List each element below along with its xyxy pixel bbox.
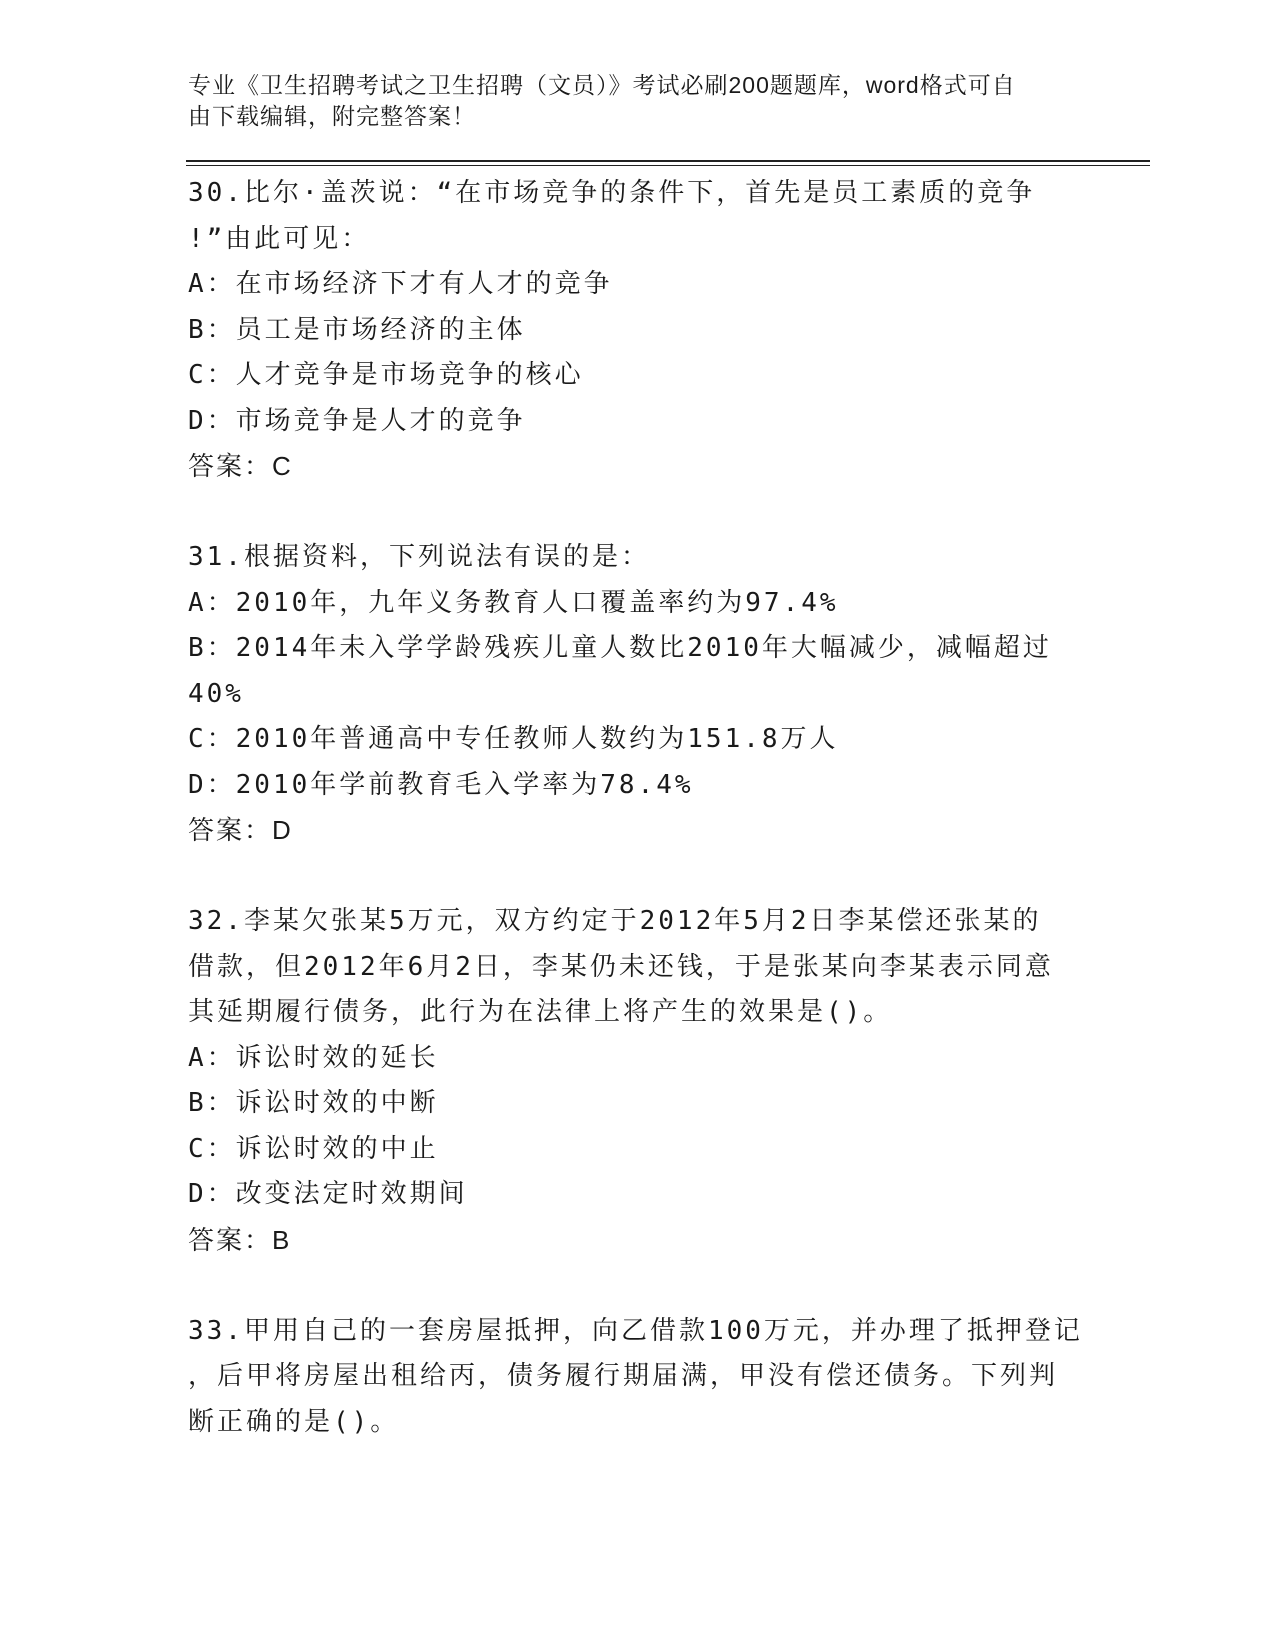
document-header-line-2: 由下载编辑，附完整答案！ [188,103,476,129]
question-30 [188,171,1148,490]
question-stem-line: 30.比尔·盖茨说：“在市场竞争的条件下，首先是员工素质的竞争 [188,178,1036,208]
question-stem-line: 借款，但2012年6月2日，李某仍未还钱，于是张某向李某表示同意 [188,951,1054,982]
header-divider [186,160,1150,166]
question-33 [188,1309,1148,1446]
question-31 [188,535,1148,854]
document-page [188,70,1148,1445]
question-spacer [188,490,1148,536]
option-d: D：2010年学前教育毛入学率为78.4% [188,769,694,800]
option-d: D：市场竞争是人才的竞争 [188,405,526,436]
document-header-line-1: 专业《卫生招聘考试之卫生招聘（文员）》考试必刷200题题库，word格式可自 [188,72,1016,98]
question-spacer [188,1263,1148,1309]
answer-label: 答案：D [188,815,293,845]
question-stem-line: 33.甲用自己的一套房屋抵押，向乙借款100万元，并办理了抵押登记 [188,1315,1083,1346]
option-b: B：诉讼时效的中断 [188,1088,439,1118]
question-list [188,171,1148,1445]
question-stem-line: 32.李某欠张某5万元，双方约定于2012年5月2日李某偿还张某的 [188,906,1042,936]
option-d: D：改变法定时效期间 [188,1179,468,1209]
question-stem-line: ，后甲将房屋出租给丙，债务履行期届满，甲没有偿还债务。下列判 [188,1361,1059,1391]
option-a: A：诉讼时效的延长 [188,1042,439,1073]
option-c: C：2010年普通高中专任教师人数约为151.8万人 [188,724,839,754]
option-c: C：人才竞争是市场竞争的核心 [188,360,584,390]
question-stem-line: 其延期履行债务，此行为在法律上将产生的效果是()。 [188,997,893,1027]
answer-label: 答案：B [188,1224,292,1255]
option-c: C：诉讼时效的中止 [188,1133,439,1164]
question-stem-line: 31.根据资料，下列说法有误的是： [188,542,650,572]
answer-label: 答案：C [188,451,293,481]
option-b: B：2014年未入学学龄残疾儿童人数比2010年大幅减少，减幅超过 [188,633,1052,663]
option-a: A：2010年，九年义务教育人口覆盖率约为97.4% [188,587,839,618]
question-stem-line: !”由此可见： [188,223,371,254]
question-stem-line: 断正确的是()。 [188,1406,400,1437]
question-spacer [188,854,1148,900]
option-a: A：在市场经济下才有人才的竞争 [188,269,613,299]
option-b: B：员工是市场经济的主体 [188,314,526,345]
question-32 [188,899,1148,1263]
option-b-continued: 40% [188,678,244,709]
